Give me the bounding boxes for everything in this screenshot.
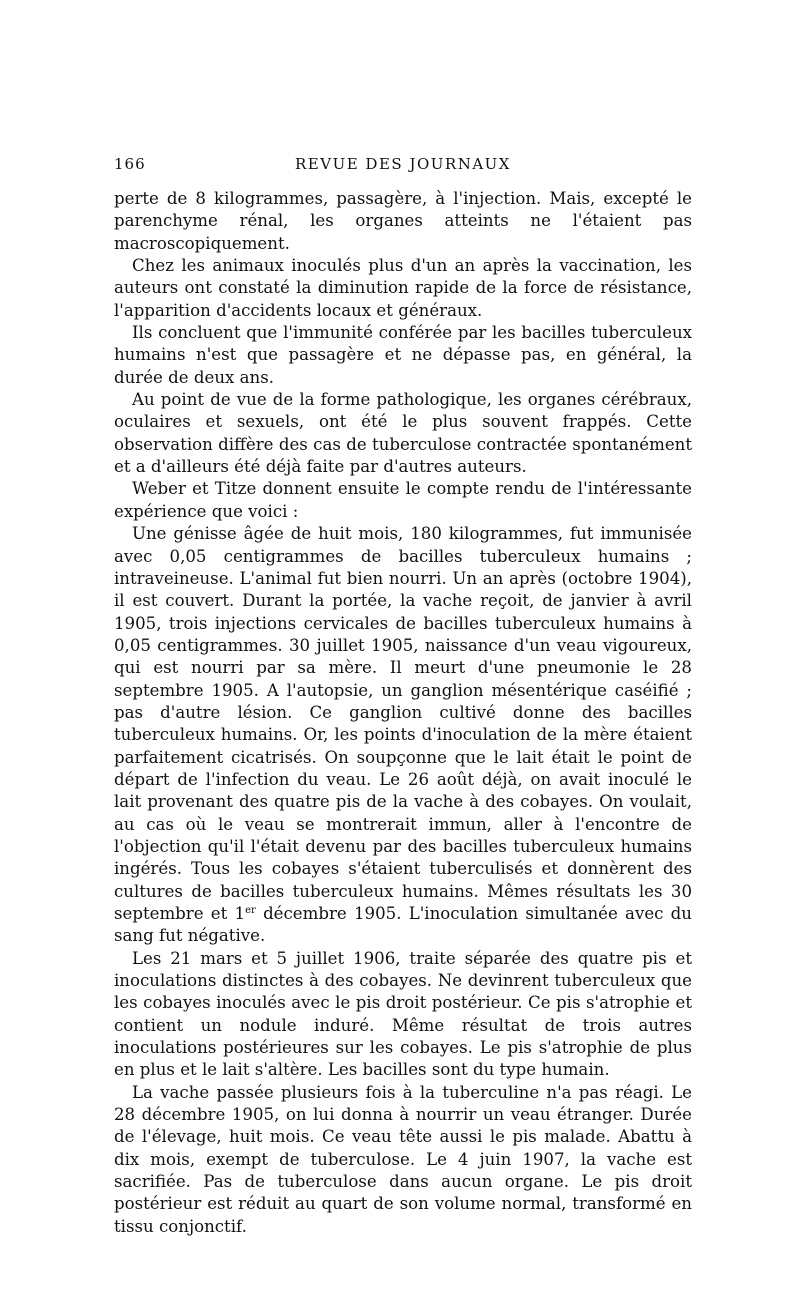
experiment-text: Une génisse âgée de huit mois, 180 kilogrammes, fut immunisée avec 0,05 centigrammes de bacilles tuberculeux humains ; intraveineuse. L'animal fut bien nourri. Un an après (octobre 1904), il est couvert. Durant la portée, la vache reçoit, de janvier à avril 1905, trois injections cervicales de bacilles tuberculeux humains à 0,05 centigrammes. 30 juillet 1905, naissance d'un veau vigoureux, qui est nourri par sa mère. Il meurt d'une pneumonie le 28 septembre 1905. A l'autopsie, un ganglion mésentérique caséifié ; pas d'autre lésion. Ce ganglion cultivé donne des bacilles tuberculeux humains. Or, les points d'inoculation de la mère étaient parfaitement cicatrisés. On soupçonne que le lait était le point de départ de l'infection du veau. Le 26 août déjà, on avait inoculé le lait provenant des quatre pis de la vache à des cobayes. On voulait, au cas où le veau se montrerait immun, aller à l'encontre de l'objection qu'il l'était devenu par des bacilles tuberculeux humains ingérés. Tous les cobayes s'étaient tuberculisés et donnèrent des cultures de bacilles tuberculeux humains. Mêmes résultats les 30 septembre et [114, 524, 692, 923]
experiment-text-end: décembre 1905. L'inoculation simultanée avec du sang fut négative. [114, 904, 692, 946]
paragraph: Weber et Titze donnent ensuite le compte rendu de l'intéressante expérience que voici : [114, 479, 692, 521]
running-title: REVUE DES JOURNAUX [295, 155, 511, 173]
paragraph: La vache passée plusieurs fois à la tuberculine n'a pas réagi. Le 28 décembre 1905, on lui donna à nourrir un veau étranger. Durée de l'élevage, huit mois. Ce veau tête aussi le pis malade. Abattu à dix mois, exempt de tuberculose. Le 4 juin 1907, la vache est sacrifiée. Pas de tuberculose dans aucun organe. Le pis droit postérieur est réduit au quart de son volume normal, transformé en tissu conjonctif. [114, 1082, 692, 1236]
article-body [114, 188, 692, 1238]
paragraph: Ils concluent que l'immunité conférée par les bacilles tuberculeux humains n'est que passagère et ne dépasse pas, en général, la durée de deux ans. [114, 323, 692, 387]
ordinal-number: 1 [234, 904, 246, 923]
page-header [114, 153, 692, 177]
paragraph: Au point de vue de la forme pathologique, les organes cérébraux, oculaires et sexuels, ont été le plus souvent frappés. Cette observation diffère des cas de tuberculose contractée spontanément et a d'ailleurs été déjà faite par d'autres auteurs. [114, 390, 692, 477]
paragraph-experiment [114, 523, 692, 948]
paragraph: Chez les animaux inoculés plus d'un an après la vaccination, les auteurs ont constaté la diminution rapide de la force de résistance, l'apparition d'accidents locaux et généraux. [114, 256, 692, 320]
paragraph-continuation: perte de 8 kilogrammes, passagère, à l'injection. Mais, excepté le parenchyme rénal, les organes atteints ne l'étaient pas macroscopiquement. [114, 189, 692, 253]
page-number: 166 [114, 155, 146, 173]
ordinal-suffix: er [245, 905, 256, 916]
paragraph: Les 21 mars et 5 juillet 1906, traite séparée des quatre pis et inoculations distinctes à des cobayes. Ne devinrent tuberculeux que les cobayes inoculés avec le pis droit postérieur. Ce pis s'atrophie et contient un nodule induré. Même résultat de trois autres inoculations postérieures sur les cobayes. Le pis s'atrophie de plus en plus et le lait s'altère. Les bacilles sont du type humain. [114, 948, 692, 1080]
